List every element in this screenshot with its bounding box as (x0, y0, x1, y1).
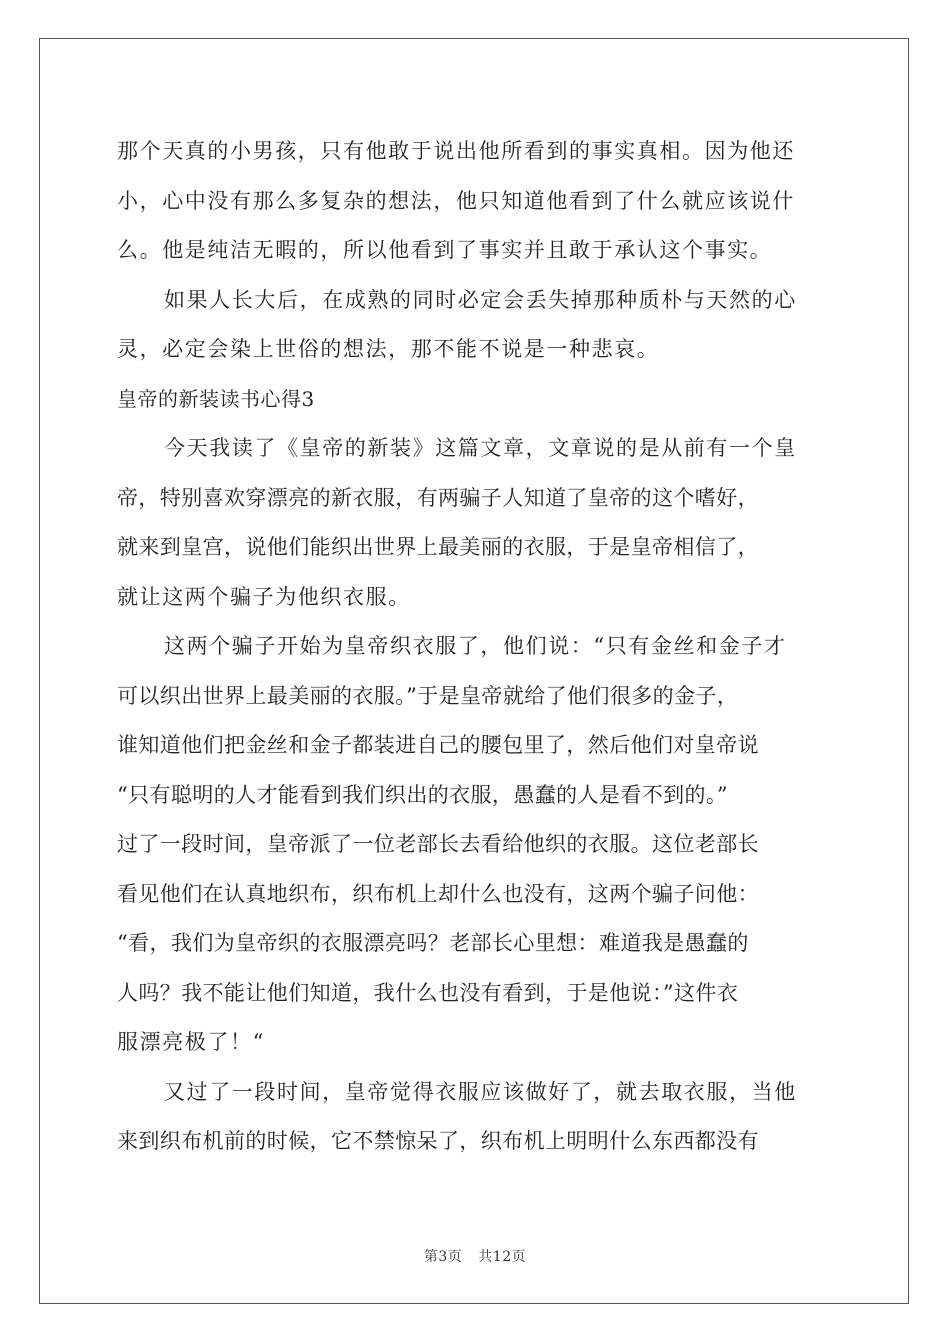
document-body (117, 127, 833, 1167)
page-footer (0, 1246, 950, 1266)
text-line: 可以织出世界上最美丽的衣服。”于是皇帝就给了他们很多的金子， (117, 683, 739, 708)
paragraph-1 (117, 127, 833, 276)
text-line: 过了一段时间，皇帝派了一位老部长去看给他织的衣服。这位老部长 (117, 832, 759, 856)
text-line: 那个天真的小男孩，只有他敢于说出他所看到的事实真相。因为他还 (117, 139, 795, 163)
text-line: 这两个骗子开始为皇帝织衣服了，他们说：“只有金丝和金子才 (164, 634, 787, 658)
text-line: 人吗？我不能让他们知道，我什么也没有看到，于是他说：”这件衣 (117, 980, 739, 1005)
text-line: 就来到皇宫，说他们能织出世界上最美丽的衣服，于是皇帝相信了， (117, 535, 759, 559)
text-line: 今天我读了《皇帝的新装》这篇文章，文章说的是从前有一个皇 (164, 436, 797, 460)
text-line: 小，心中没有那么多复杂的想法，他只知道他看到了什么就应该说什 (117, 188, 795, 213)
text-line: 么。他是纯洁无暇的，所以他看到了事实并且敢于承认这个事实。 (117, 238, 773, 262)
paragraph-3 (117, 424, 833, 622)
paragraph-4 (117, 622, 833, 1068)
text-line: 看见他们在认真地织布，织布机上却什么也没有，这两个骗子问他： (117, 881, 759, 906)
text-line: 灵，必定会染上世俗的想法，那不能不说是一种悲哀。 (117, 337, 660, 361)
page-number: 第3页 (423, 1249, 463, 1265)
text-line: “看，我们为皇帝织的衣服漂亮吗？老部长心里想：难道我是愚蠢的 (117, 931, 749, 955)
text-line: 又过了一段时间，皇帝觉得衣服应该做好了，就去取衣服，当他 (164, 1079, 797, 1104)
section-title: 皇帝的新装读书心得3 (117, 386, 315, 411)
text-line: “只有聪明的人才能看到我们织出的衣服，愚蠢的人是看不到的。” (117, 782, 728, 807)
paragraph-2 (117, 276, 833, 375)
text-line: 就让这两个骗子为他织衣服。 (117, 584, 411, 609)
text-line: 如果人长大后，在成熟的同时必定会丢失掉那种质朴与天然的心 (164, 287, 797, 312)
text-line: 来到织布机前的时候，它不禁惊呆了，织布机上明明什么东西都没有 (117, 1129, 759, 1153)
paragraph-5 (117, 1068, 833, 1167)
text-line: 谁知道他们把金丝和金子都装进自己的腰包里了，然后他们对皇帝说 (117, 733, 759, 757)
text-line: 服漂亮极了！“ (117, 1030, 265, 1054)
page-total: 共12页 (478, 1249, 527, 1265)
text-line: 帝，特别喜欢穿漂亮的新衣服，有两骗子人知道了皇帝的这个嗜好， (117, 485, 759, 510)
